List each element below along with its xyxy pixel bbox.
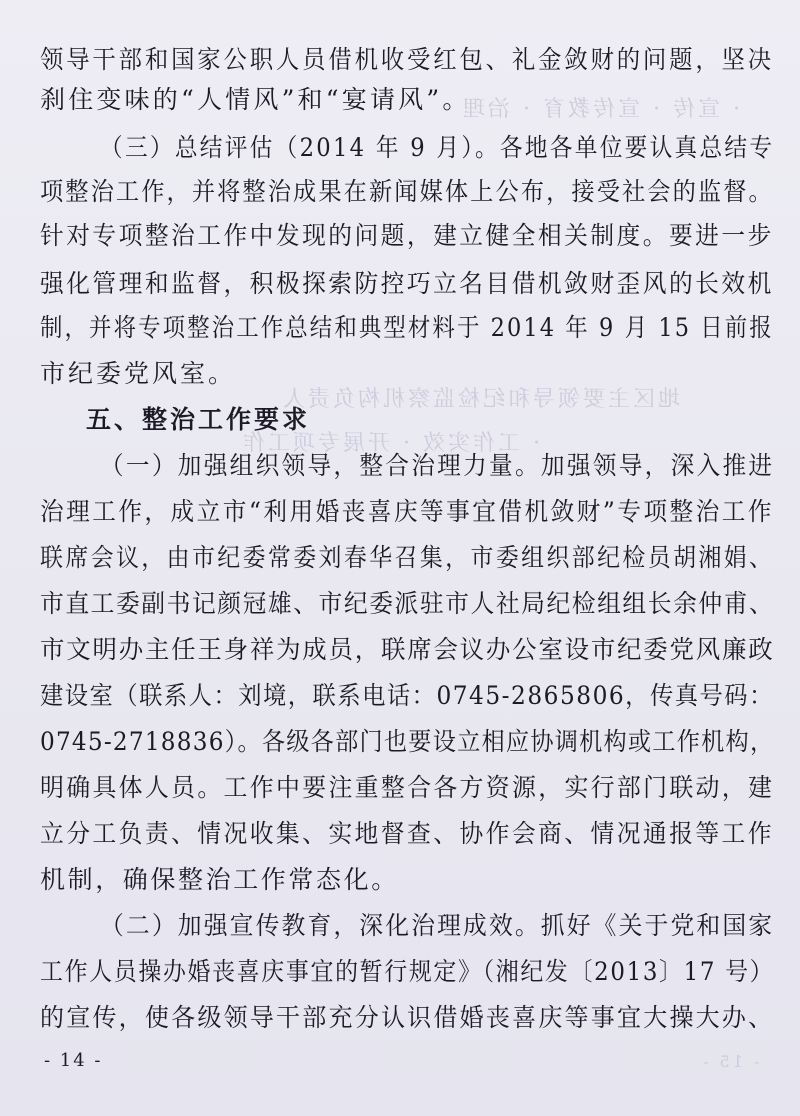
body-line: （一）加强组织领导，整合治理力量。加强领导，深入推进 <box>100 451 775 480</box>
page-number: - 14 - <box>44 1050 103 1071</box>
body-line: 刹住变味的“人情风”和“宴请风”。 <box>40 85 471 114</box>
body-line: 工作人员操办婚丧喜庆事宜的暂行规定》（湘纪发〔2013〕17 号） <box>40 957 775 986</box>
body-line: 领导干部和国家公职人员借机收受红包、礼金敛财的问题，坚决 <box>40 45 774 74</box>
section-heading: 五、整治工作要求 <box>86 405 311 434</box>
body-line: 治理工作，成立市“利用婚丧喜庆等事宜借机敛财”专项整治工作 <box>40 497 774 526</box>
body-line: 明确具体人员。工作中要注重整合各方资源，实行部门联动，建 <box>40 773 775 802</box>
body-line: 建设室（联系人：刘境，联系电话：0745-2865806，传真号码： <box>40 681 774 710</box>
body-line: 针对专项整治工作中发现的问题，建立健全相关制度。要进一步 <box>40 221 774 250</box>
body-line: 制，并将专项整治工作总结和典型材料于 2014 年 9 月 15 日前报 <box>40 313 774 342</box>
body-line: （三）总结评估（2014 年 9 月）。各地各单位要认真总结专 <box>100 133 775 162</box>
body-line: （二）加强宣传教育，深化治理成效。抓好《关于党和国家 <box>100 911 775 940</box>
body-line: 市纪委党风室。 <box>40 359 237 388</box>
body-line: 0745-2718836）。各级各部门也要设立相应协调机构或工作机构， <box>40 727 775 756</box>
body-line: 项整治工作，并将整治成果在新闻媒体上公布，接受社会的监督。 <box>40 177 774 206</box>
show-through-text: 地区主要领导和纪检监察机构负责人 <box>280 387 681 412</box>
show-through-text: · 宣传 · 宣传教育 · 治理 <box>460 97 740 122</box>
body-line: 的宣传，使各级领导干部充分认识借婚丧喜庆等事宜大操大办、 <box>40 1003 775 1032</box>
show-through-text: - 15 - <box>700 1052 760 1071</box>
body-line: 市直工委副书记颜冠雄、市纪委派驻市人社局纪检组组长余仲甫、 <box>40 589 775 618</box>
body-line: 立分工负责、情况收集、实地督查、协作会商、情况通报等工作 <box>40 819 774 848</box>
body-line: 强化管理和监督，积极探索防控巧立名目借机敛财歪风的长效机 <box>40 269 774 298</box>
body-line: 联席会议，由市纪委常委刘春华召集，市委组织部纪检员胡湘娟、 <box>40 543 775 572</box>
body-line: 市文明办主任王身祥为成员，联席会议办公室设市纪委党风廉政 <box>40 635 775 664</box>
body-line: 机制，确保整治工作常态化。 <box>40 865 399 894</box>
show-through-text: · 工作实效 · 开展专项工作 <box>240 431 540 456</box>
